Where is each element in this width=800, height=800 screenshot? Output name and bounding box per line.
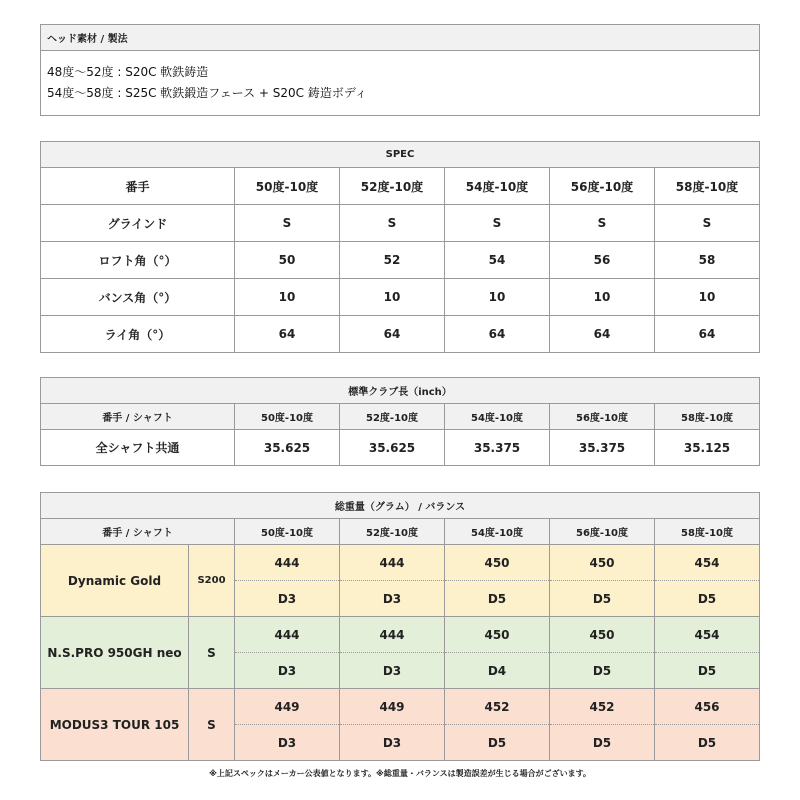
weight-cell: 456 (655, 689, 760, 725)
table-cell: 10 (235, 279, 340, 316)
material-section (40, 24, 760, 116)
table-row (41, 545, 760, 581)
table-cell: 64 (550, 316, 655, 353)
balance-cell: D3 (340, 725, 445, 761)
column-header: 52度-10度 (340, 168, 445, 205)
column-header: 58度-10度 (655, 168, 760, 205)
balance-cell: D5 (655, 653, 760, 689)
table-cell: 10 (340, 279, 445, 316)
table-row (41, 316, 760, 353)
row-label: グラインド (41, 205, 235, 242)
table-cell: 64 (340, 316, 445, 353)
weight-section (40, 492, 760, 761)
spec-section (40, 141, 760, 353)
weight-cell: 454 (655, 617, 760, 653)
balance-cell: D5 (550, 725, 655, 761)
balance-cell: D3 (235, 581, 340, 617)
spec-header-label: 番手 (41, 168, 235, 205)
shaft-name: N.S.PRO 950GH neo (41, 617, 189, 689)
material-table (40, 24, 760, 116)
row-label: バンス角（°） (41, 279, 235, 316)
weight-header-label: 番手 / シャフト (41, 519, 235, 545)
weight-cell: 450 (445, 545, 550, 581)
shaft-flex: S (189, 689, 235, 761)
material-line: 54度〜58度 : S25C 軟鉄鍛造フェース + S20C 鋳造ボディ (47, 86, 367, 100)
column-header: 52度-10度 (340, 404, 445, 430)
balance-cell: D3 (235, 653, 340, 689)
weight-table (40, 492, 760, 761)
balance-cell: D3 (340, 581, 445, 617)
column-header: 56度-10度 (550, 168, 655, 205)
table-cell: S (445, 205, 550, 242)
shaft-name: MODUS3 TOUR 105 (41, 689, 189, 761)
table-cell: 54 (445, 242, 550, 279)
table-cell: 35.375 (445, 430, 550, 466)
material-description (41, 51, 760, 116)
column-header: 50度-10度 (235, 519, 340, 545)
table-row (41, 689, 760, 725)
table-cell: 64 (655, 316, 760, 353)
table-row (41, 242, 760, 279)
weight-cell: 444 (235, 545, 340, 581)
balance-cell: D3 (235, 725, 340, 761)
balance-cell: D5 (655, 581, 760, 617)
weight-cell: 444 (340, 545, 445, 581)
weight-cell: 454 (655, 545, 760, 581)
weight-cell: 444 (340, 617, 445, 653)
table-cell: 35.625 (340, 430, 445, 466)
column-header: 54度-10度 (445, 519, 550, 545)
footnote: ※上記スペックはメーカー公表値となります。※総重量・バランスは製造誤差が生じる場合がございます。 (209, 769, 591, 778)
weight-cell: 449 (235, 689, 340, 725)
column-header: 56度-10度 (550, 519, 655, 545)
table-row (41, 404, 760, 430)
length-table (40, 377, 760, 466)
table-row (41, 205, 760, 242)
material-title: ヘッド素材 / 製法 (41, 25, 760, 51)
spec-title: SPEC (41, 142, 760, 168)
balance-cell: D5 (445, 725, 550, 761)
table-row (41, 519, 760, 545)
balance-cell: D5 (445, 581, 550, 617)
balance-cell: D5 (550, 581, 655, 617)
row-label: 全シャフト共通 (41, 430, 235, 466)
row-label: ライ角（°） (41, 316, 235, 353)
column-header: 54度-10度 (445, 404, 550, 430)
shaft-flex: S (189, 617, 235, 689)
column-header: 58度-10度 (655, 404, 760, 430)
table-cell: 64 (445, 316, 550, 353)
column-header: 52度-10度 (340, 519, 445, 545)
balance-cell: D3 (340, 653, 445, 689)
table-row (41, 168, 760, 205)
table-cell: S (655, 205, 760, 242)
table-cell: 52 (340, 242, 445, 279)
table-cell: 10 (655, 279, 760, 316)
row-label: ロフト角（°） (41, 242, 235, 279)
weight-cell: 452 (550, 689, 655, 725)
weight-cell: 450 (550, 545, 655, 581)
table-row (41, 279, 760, 316)
weight-title: 総重量（グラム） / バランス (41, 493, 760, 519)
shaft-flex: S200 (189, 545, 235, 617)
column-header: 58度-10度 (655, 519, 760, 545)
table-cell: 58 (655, 242, 760, 279)
balance-cell: D4 (445, 653, 550, 689)
table-cell: 35.125 (655, 430, 760, 466)
table-cell: 64 (235, 316, 340, 353)
table-row (41, 430, 760, 466)
table-row (41, 617, 760, 653)
length-header-label: 番手 / シャフト (41, 404, 235, 430)
material-line: 48度〜52度 : S20C 軟鉄鋳造 (47, 65, 209, 79)
shaft-name: Dynamic Gold (41, 545, 189, 617)
table-cell: S (340, 205, 445, 242)
weight-cell: 450 (550, 617, 655, 653)
table-cell: 35.625 (235, 430, 340, 466)
column-header: 50度-10度 (235, 168, 340, 205)
balance-cell: D5 (655, 725, 760, 761)
column-header: 56度-10度 (550, 404, 655, 430)
weight-cell: 444 (235, 617, 340, 653)
table-cell: 50 (235, 242, 340, 279)
table-cell: 10 (550, 279, 655, 316)
weight-cell: 449 (340, 689, 445, 725)
column-header: 54度-10度 (445, 168, 550, 205)
spec-table (40, 141, 760, 353)
column-header: 50度-10度 (235, 404, 340, 430)
length-section (40, 377, 760, 466)
table-cell: S (235, 205, 340, 242)
table-cell: 10 (445, 279, 550, 316)
table-cell: 56 (550, 242, 655, 279)
weight-cell: 452 (445, 689, 550, 725)
table-cell: S (550, 205, 655, 242)
table-cell: 35.375 (550, 430, 655, 466)
length-title: 標準クラブ長（inch） (41, 378, 760, 404)
weight-cell: 450 (445, 617, 550, 653)
balance-cell: D5 (550, 653, 655, 689)
